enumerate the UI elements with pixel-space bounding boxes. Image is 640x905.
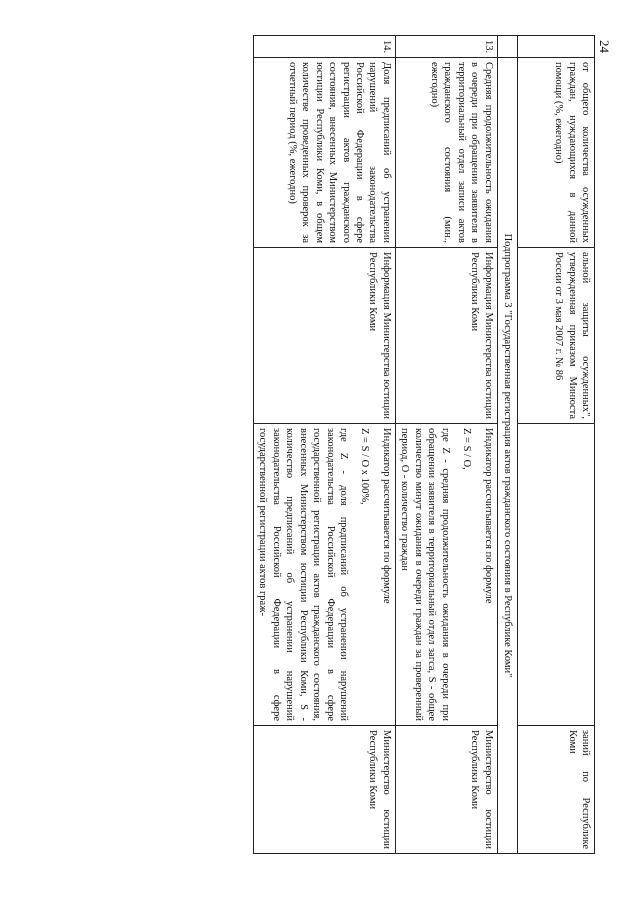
cell-indicator: от общего количества осужденных граждан, нуждающихся в данной помощи (%, ежегодно) [518,58,595,248]
rotated-page-content [85,35,595,853]
table-row-continuation [518,36,595,854]
method-formula: Z = S / O, [461,428,473,470]
cell-number [497,36,517,58]
cell-responsible: Министерство юстиции Республики Коми [395,726,497,854]
cell-source: альной защиты осужденных", утвержденная приказом Минюста России от 3 мая 2007 г. № 86 [518,248,595,424]
subprogram-title: Подпрограмма 3 "Государственная регистрация актов гражданского состояния в Республике Коми" [497,58,517,854]
table-row [254,36,396,854]
cell-number: 14. [254,36,396,58]
method-explanation: где Z - средняя продолжительность ожидания в очереди при обращении заявителя в территориальный отдел загса, S - общее количество минут ожидания в очереди граждан за проверенный период, O - количество граждан [399,428,451,721]
cell-indicator: Средняя продолжительность ожидания в очереди при обращении заявителя в территориальный отдел записи актов гражданского состояния (мин., ежегодно) [395,58,497,248]
cell-responsible: заний по Республике Коми [518,726,595,854]
table-row [395,36,497,854]
method-formula: Z = S / O x 100%, [359,428,371,505]
subprogram-heading-row [497,36,517,854]
method-intro: Индикатор рассчитывается по формуле [482,428,494,604]
cell-number: 13. [395,36,497,58]
method-explanation: где Z - доля предписаний об устранении нарушений законодательства Российской Федерации в сфере государственной регистрации актов гражданского состояния, внесенных Министерством юстиции Республики Коми, S - количество предписаний об устранении нарушений законодательства Российской Федерации в сфере государственной регистрации актов граж- [257,428,350,721]
cell-indicator: Доля предписаний об устранении нарушений законодательства Российской Федерации в сфере регистрации актов гражданского состояния, внесенных Министерством юстиции Республики Коми, в общем количестве проведенных проверок за отчетный период (%, ежегодно) [254,58,396,248]
page-number: 24 [597,40,612,53]
cell-source: Информация Министерства юстиции Республики Коми [254,248,396,424]
rotated-table-frame [85,35,595,853]
cell-responsible: Министерство юстиции Республики Коми [254,726,396,854]
cell-number [518,36,595,58]
cell-source: Информация Министерства юстиции Республики Коми [395,248,497,424]
indicators-table [253,35,595,854]
cell-method [395,424,497,726]
cell-method [518,424,595,726]
method-intro: Индикатор рассчитывается по формуле [380,428,392,604]
cell-method [254,424,396,726]
